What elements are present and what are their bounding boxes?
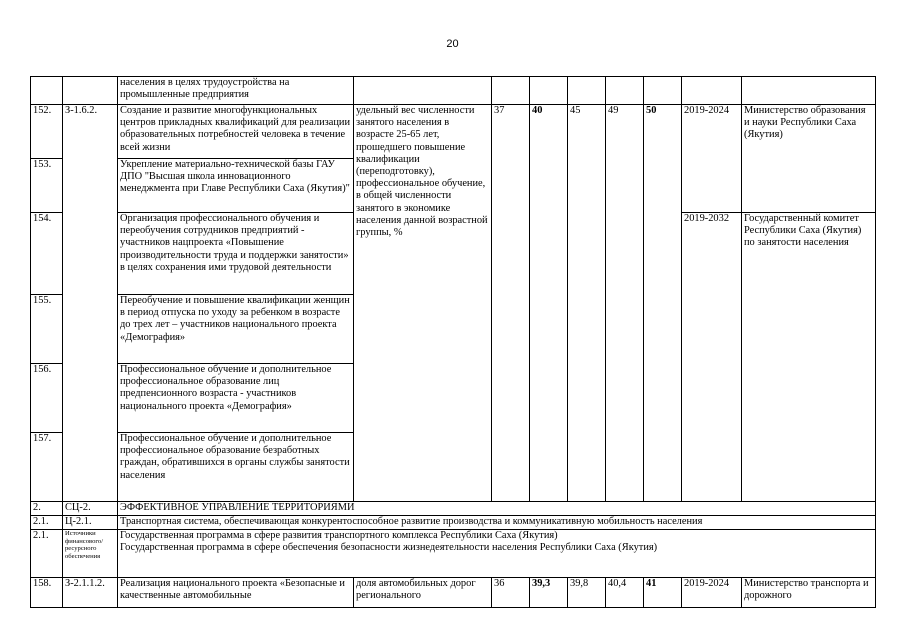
goal-title: Транспортная система, обеспечивающая конкурентоспособное развитие производства и коммуникативную мобильность населения bbox=[118, 516, 876, 530]
period-cell: 2019-2024 bbox=[682, 105, 742, 213]
value-cell: 49 bbox=[606, 105, 644, 502]
value-cell: 36 bbox=[492, 578, 530, 608]
goal-code: Ц-2.1. bbox=[63, 516, 118, 530]
row-number: 2.1. bbox=[31, 516, 63, 530]
value-cell: 50 bbox=[644, 105, 682, 502]
sources-list bbox=[118, 530, 876, 578]
cell-empty bbox=[492, 77, 530, 105]
measure-cell: Профессиональное обучение и дополнительное профессиональное образование безработных граждан, обратившихся в органы службы занятости населения bbox=[118, 433, 354, 502]
value-cell: 41 bbox=[644, 578, 682, 608]
row-number: 157. bbox=[31, 433, 63, 502]
row-number: 156. bbox=[31, 364, 63, 433]
cell-empty bbox=[63, 77, 118, 105]
row-number: 154. bbox=[31, 213, 63, 295]
sources-row bbox=[31, 530, 876, 578]
section-code: СЦ-2. bbox=[63, 502, 118, 516]
value-cell: 45 bbox=[568, 105, 606, 502]
row-number: 152. bbox=[31, 105, 63, 159]
value-cell: 39,8 bbox=[568, 578, 606, 608]
task-code: З-1.6.2. bbox=[63, 105, 118, 502]
value-cell: 37 bbox=[492, 105, 530, 502]
value-cell: 40 bbox=[530, 105, 568, 502]
table-row bbox=[31, 578, 876, 608]
period-cell: 2019-2024 bbox=[682, 578, 742, 608]
section-title: ЭФФЕКТИВНОЕ УПРАВЛЕНИЕ ТЕРРИТОРИЯМИ bbox=[118, 502, 876, 516]
cell-empty bbox=[742, 77, 876, 105]
cell-empty bbox=[644, 77, 682, 105]
cell-empty bbox=[682, 77, 742, 105]
row-number: 158. bbox=[31, 578, 63, 608]
measure-cell: Укрепление материально-технической базы ГАУ ДПО "Высшая школа инновационного менеджмента при Главе Республики Саха (Якутия)" bbox=[118, 159, 354, 213]
indicator-cell: доля автомобильных дорог регионального bbox=[354, 578, 492, 608]
cell-empty bbox=[31, 77, 63, 105]
plan-table bbox=[30, 76, 876, 608]
source-item: Государственная программа в сфере обеспечения безопасности жизнедеятельности населения Республики Саха (Якутия) bbox=[120, 542, 658, 554]
row-number: 2. bbox=[31, 502, 63, 516]
table-row bbox=[31, 77, 876, 105]
sources-label: Источники финансового/ресурсного обеспечения bbox=[63, 530, 118, 578]
table-row bbox=[31, 105, 876, 159]
executor-cell: Министерство образования и науки Республики Саха (Якутия) bbox=[742, 105, 876, 213]
measure-cell: Профессиональное обучение и дополнительное профессиональное образование лиц предпенсионного возраста - участников национального проекта «Демография» bbox=[118, 364, 354, 433]
measure-cell: Создание и развитие многофункциональных центров прикладных квалификаций для реализации образовательных потребностей человека в течение всей жизни bbox=[118, 105, 354, 159]
value-cell: 40,4 bbox=[606, 578, 644, 608]
measure-cell: Реализация национального проекта «Безопасные и качественные автомобильные bbox=[118, 578, 354, 608]
cell-empty bbox=[354, 77, 492, 105]
period-cell: 2019-2032 bbox=[682, 213, 742, 502]
task-code: З-2.1.1.2. bbox=[63, 578, 118, 608]
source-item: Государственная программа в сфере развития транспортного комплекса Республики Саха (Якутия) bbox=[120, 530, 558, 541]
value-cell: 39,3 bbox=[530, 578, 568, 608]
row-number: 153. bbox=[31, 159, 63, 213]
executor-cell: Государственный комитет Республики Саха (Якутия) по занятости населения bbox=[742, 213, 876, 502]
cell-empty bbox=[568, 77, 606, 105]
section-row bbox=[31, 502, 876, 516]
cell-empty bbox=[606, 77, 644, 105]
executor-cell: Министерство транспорта и дорожного bbox=[742, 578, 876, 608]
measure-cell: Переобучение и повышение квалификации женщин в период отпуска по уходу за ребенком в возрасте до трех лет – участников национального проекта «Демография» bbox=[118, 295, 354, 364]
section-row bbox=[31, 516, 876, 530]
page-number: 20 bbox=[446, 38, 459, 50]
measure-cell: Организация профессионального обучения и переобучения сотрудников предприятий - участников нацпроекта «Повышение производительности труда и поддержки занятости» в целях сохранения ими трудовой деятельности bbox=[118, 213, 354, 295]
indicator-cell: удельный вес численности занятого населения в возрасте 25-65 лет, прошедшего повышение квалификации (переподготовку), профессиональное обучение, в общей численности занятого в экономике населения данной возрастной группы, % bbox=[354, 105, 492, 502]
cell-empty bbox=[530, 77, 568, 105]
row-number: 155. bbox=[31, 295, 63, 364]
row-number: 2.1. bbox=[31, 530, 63, 578]
measure-cell: населения в целях трудоустройства на промышленные предприятия bbox=[118, 77, 354, 105]
